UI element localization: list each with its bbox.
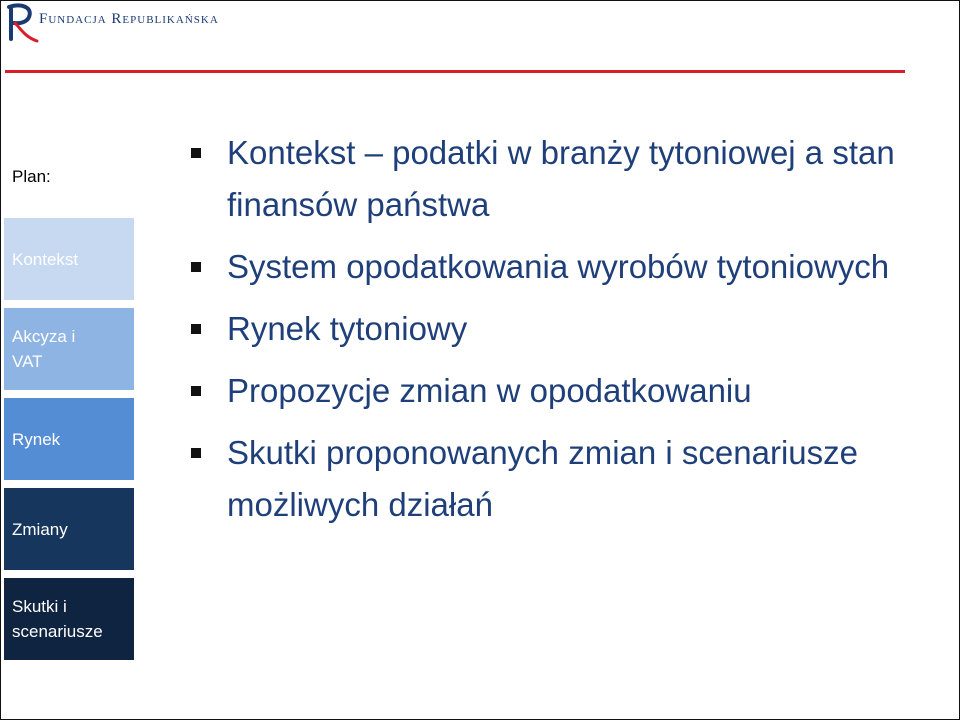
list-item [191,303,951,355]
list-item [191,241,951,293]
nav-item-rynek[interactable] [4,398,134,480]
agenda-nav [4,218,134,668]
bullet-text: Skutki proponowanych zmian i scenariusze możliwych działań [227,434,858,523]
nav-item-label: Skutki i scenariusze [12,597,103,641]
nav-item-label: Akcyza i VAT [12,327,76,371]
nav-item-skutki-scenariusze[interactable] [4,578,134,660]
square-bullet-icon [191,386,201,396]
bullet-text: Kontekst – podatki w branży tytoniowej a stan finansów państwa [227,134,895,223]
republikanska-r-logo-icon [3,3,39,43]
nav-item-label: Kontekst [12,249,79,269]
bullet-text: Propozycje zmian w opodatkowaniu [227,372,752,409]
agenda-bullet-list [191,127,951,541]
square-bullet-icon [191,448,201,458]
organization-logo-text: Fundacja Republikańska [39,11,219,27]
square-bullet-icon [191,148,201,158]
square-bullet-icon [191,324,201,334]
nav-item-label: Zmiany [12,519,68,539]
nav-item-akcyza-vat[interactable] [4,308,134,390]
nav-item-label: Rynek [12,429,61,449]
header-divider [5,70,905,73]
nav-item-kontekst[interactable] [4,218,134,300]
list-item [191,427,951,531]
bullet-text: Rynek tytoniowy [227,310,468,347]
bullet-text: System opodatkowania wyrobów tytoniowych [227,248,890,285]
list-item [191,127,951,231]
plan-heading: Plan: [12,167,51,186]
nav-item-zmiany[interactable] [4,488,134,570]
square-bullet-icon [191,262,201,272]
list-item [191,365,951,417]
